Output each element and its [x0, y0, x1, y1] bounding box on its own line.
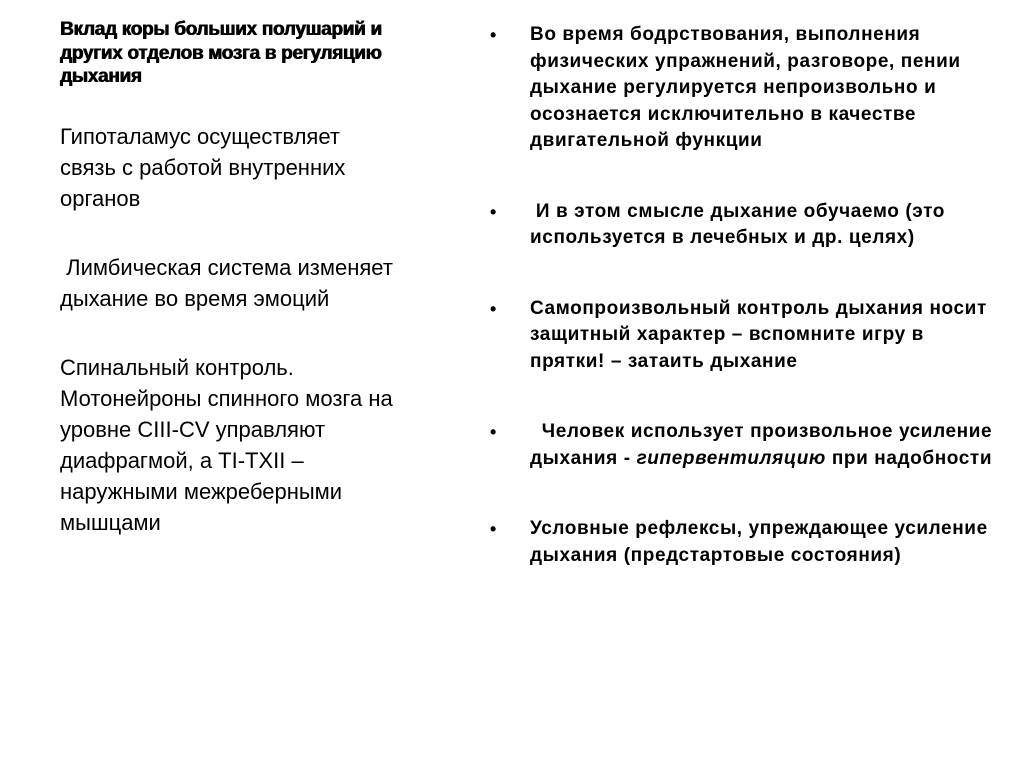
bullet-item-learnable: [490, 199, 1000, 252]
bullet-text: Условные рефлексы, упреждающее усиление дыхания (предстартовые состояния): [530, 518, 994, 566]
bullet-text: Самопроизвольный контроль дыхания носит защитный характер – вспомните игру в прятки! – затаить дыхание: [530, 297, 993, 372]
bullet-dot-icon: •: [490, 25, 497, 45]
bullet-dot-icon: •: [490, 298, 497, 319]
bullet-item-conditioned-reflexes: [490, 516, 1000, 569]
bullet-dot-icon: •: [490, 422, 497, 442]
bullet-item-protective: [490, 296, 1000, 376]
bullet-dot-icon: •: [490, 201, 497, 222]
bullet-text-after: при надобности: [825, 447, 993, 469]
bullet-item-wakefulness: [490, 22, 1000, 155]
right-column: [490, 22, 1000, 613]
slide-heading: Вклад коры больших полушарий и других отделов мозга в регуляцию дыхания: [60, 19, 382, 87]
bullet-text-before: Человек использует произвольное усиление дыхания -: [530, 421, 999, 469]
bullet-text: Во время бодрствования, выполнения физических упражнений, разговоре, пении дыхание регулируется непроизвольно и осознается исключительно в качестве двигательной функции: [530, 24, 967, 151]
bullet-item-hyperventilation: [490, 419, 1000, 472]
spinal-control-paragraph: Спинальный контроль. Мотонейроны спинного мозга на уровне CIII-CV управляют диафрагмой, а TI-TXII – наружными межреберными мышцами: [60, 354, 399, 535]
bullet-text: И в этом смысле дыхание обучаемо (это используется в лечебных и др. целях): [530, 200, 951, 248]
hypothalamus-paragraph: Гипоталамус осуществляет связь с работой внутренних органов: [60, 123, 352, 211]
limbic-system-paragraph: Лимбическая система изменяет дыхание во время эмоций: [60, 254, 400, 311]
hyperventilation-emphasis: гипервентиляцию: [636, 447, 826, 469]
bullet-dot-icon: •: [490, 519, 497, 539]
left-column: [60, 18, 400, 576]
bullet-text: [530, 419, 1000, 472]
